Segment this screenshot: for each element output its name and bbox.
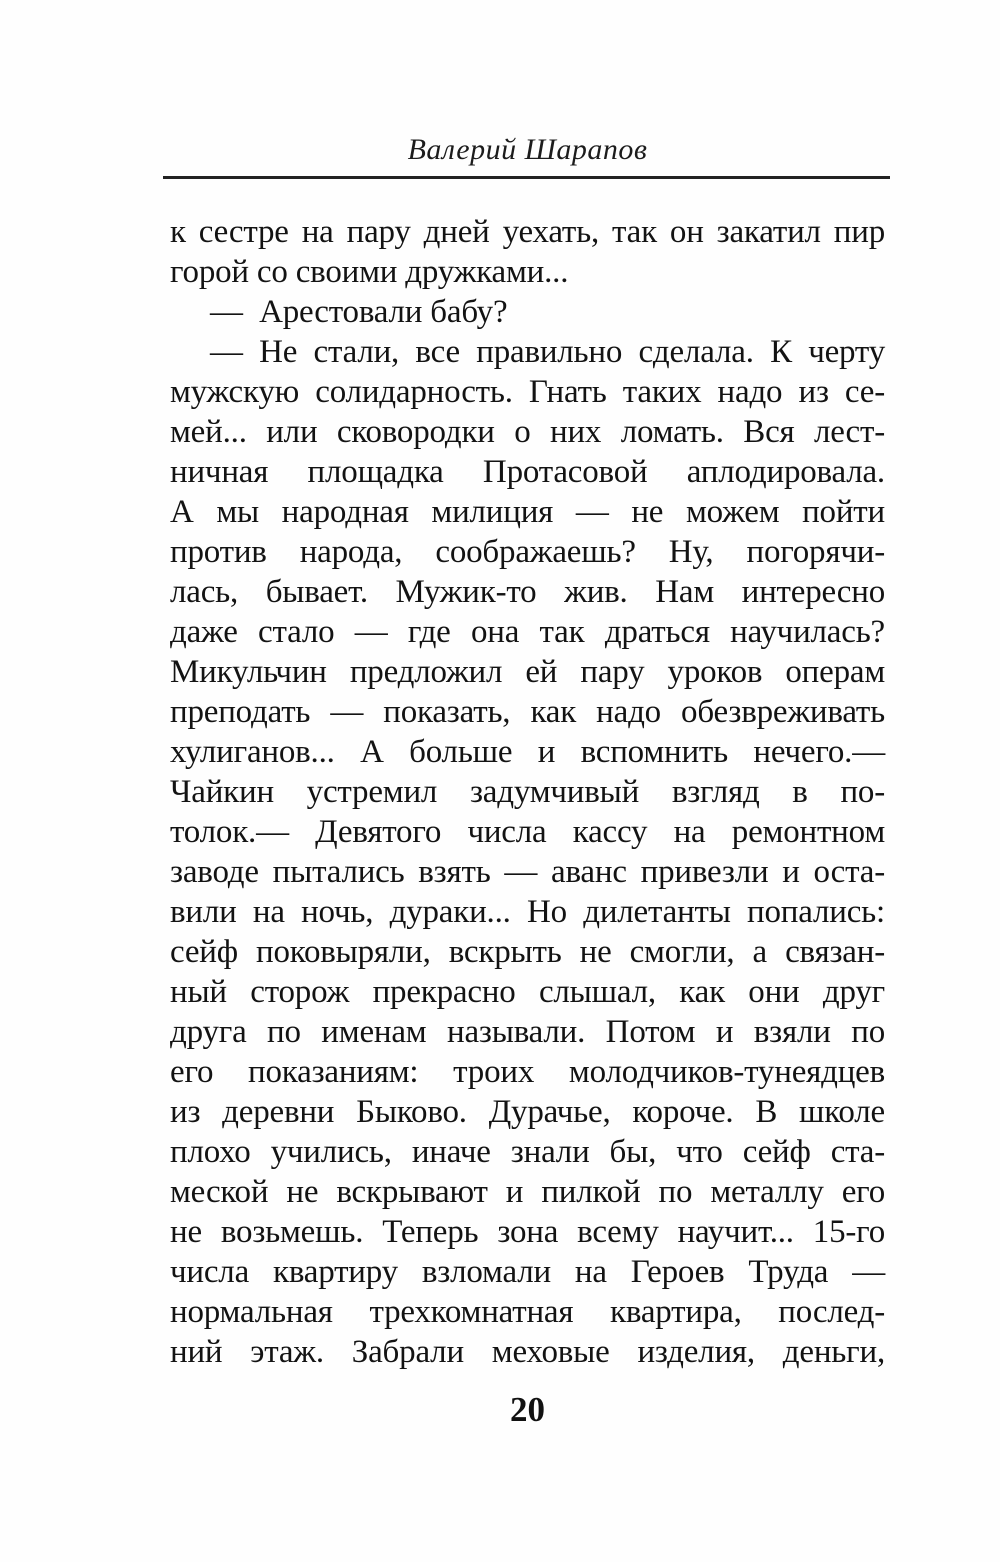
text-line: лась, бывает. Мужик-то жив. Нам интересно (170, 574, 885, 610)
header-rule (163, 176, 890, 179)
text-line: А мы народная милиция — не можем пойти (170, 494, 885, 530)
text-line: плохо учились, иначе знали бы, что сейф ста- (170, 1134, 885, 1170)
text-line: нормальная трехкомнатная квартира, послед- (170, 1294, 885, 1330)
text-line: из деревни Быково. Дурачье, короче. В школе (170, 1094, 885, 1130)
text-line: заводе пытались взять — аванс привезли и оста- (170, 854, 885, 890)
page-number: 20 (510, 1390, 545, 1429)
text-line: толок.— Девятого числа кассу на ремонтном (170, 814, 885, 850)
text-line: Микульчин предложил ей пару уроков операм (170, 654, 885, 690)
text-line: меской не вскрывают и пилкой по металлу его (170, 1174, 885, 1210)
text-line: против народа, соображаешь? Ну, погорячи- (170, 534, 885, 570)
running-header-author: Валерий Шарапов (407, 133, 648, 166)
text-line: не возьмешь. Теперь зона всему научит... 15-го (170, 1214, 885, 1250)
text-line: его показаниям: троих молодчиков-тунеядцев (170, 1054, 885, 1090)
text-line: к сестре на пару дней уехать, так он закатил пир (170, 214, 885, 250)
text-line: ний этаж. Забрали меховые изделия, деньги, (170, 1334, 885, 1370)
text-line: Чайкин устремил задумчивый взгляд в по- (170, 774, 885, 810)
text-line: преподать — показать, как надо обезвреживать (170, 694, 885, 730)
text-line: вили на ночь, дураки... Но дилетанты попались: (170, 894, 885, 930)
text-line: хулиганов... А больше и вспомнить нечего.— (170, 734, 885, 770)
text-line: числа квартиру взломали на Героев Труда — (170, 1254, 885, 1290)
text-line: даже стало — где она так драться научилась? (170, 614, 885, 650)
text-line: сейф поковыряли, вскрыть не смогли, а связан- (170, 934, 885, 970)
text-line: — Не стали, все правильно сделала. К черту (210, 334, 885, 370)
text-line: друга по именам называли. Потом и взяли по (170, 1014, 885, 1050)
text-line: горой со своими дружками... (170, 254, 569, 290)
text-line: — Арестовали бабу? (210, 294, 508, 330)
body-text (170, 212, 885, 1372)
text-line: мужскую солидарность. Гнать таких надо из се- (170, 374, 885, 410)
text-line: ный сторож прекрасно слышал, как они друг (170, 974, 885, 1010)
text-line: ничная площадка Протасовой аплодировала. (170, 454, 885, 490)
text-line: мей... или сковородки о них ломать. Вся лест- (170, 414, 885, 450)
